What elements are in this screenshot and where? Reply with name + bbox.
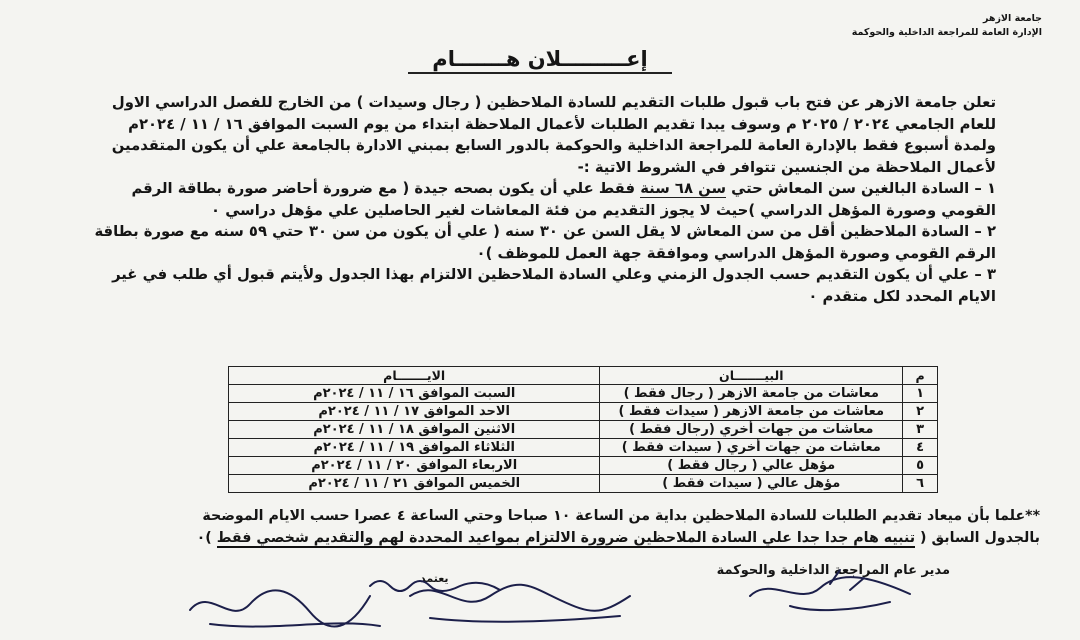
- row-number: ٦: [903, 475, 938, 493]
- manager-title: مدير عام المراجعة الداخلية والحوكمة: [716, 563, 950, 578]
- note-text: بالجدول السابق (: [920, 529, 1040, 546]
- row-description: معاشات من جهات أخري (رجال فقط ): [600, 421, 903, 439]
- row-number: ١: [903, 385, 938, 403]
- note-text: )٠: [196, 529, 212, 546]
- row-day: الاحد الموافق ١٧ / ١١ / ٢٠٢٤م: [229, 403, 600, 421]
- row-description: معاشات من جامعة الازهر ( رجال فقط ): [600, 385, 903, 403]
- row-number: ٤: [903, 439, 938, 457]
- intro-line: تعلن جامعة الازهر عن فتح باب قبول طلبات التقديم للسادة الملاحظين ( رجال وسيدات ) من الخارج للفصل الدراسي الاول: [111, 94, 996, 111]
- title-text: إعـــــــــلان هـــــــام: [408, 47, 671, 74]
- org-name: جامعة الازهر: [982, 13, 1042, 24]
- signature-stroke: [190, 590, 380, 626]
- table-row: [229, 475, 938, 493]
- condition-text: فقط علي أن يكون بصحه جيدة ( مع ضرورة أحاضر صورة بطاقة الرقم: [131, 180, 636, 197]
- age-limit: سن ٦٨ سنة: [640, 180, 727, 197]
- intro-line: للعام الجامعي ٢٠٢٤ / ٢٠٢٥ م وسوف يبدا تقديم الطلبات لأعمال الملاحظة ابتداء من يوم السبت الموافق ١٦ / ١١ / ٢٠٢٤م: [128, 115, 996, 133]
- note-line: **علما بأن ميعاد تقديم الطلبات للسادة الملاحظين بداية من الساعة ١٠ صباحا وحتي الساعة ٤ عصرا حسب الايام الموضحة: [202, 508, 1040, 524]
- table-row: [229, 421, 938, 439]
- condition-2: ٢ – السادة الملاحظين أقل من سن المعاش لا يقل السن عن ٣٠ سنه ( علي أن يكون من سن ٣٠ حتي ٥٩ سنه مع صورة بطاقة: [94, 223, 996, 240]
- condition-2-cont: الرقم القومي وصورة المؤهل الدراسي وموافقة جهة العمل للموظف )٠: [476, 244, 996, 262]
- header-number: م: [903, 367, 938, 385]
- approval-label: يعتمد: [420, 572, 449, 585]
- row-day: الثلاثاء الموافق ١٩ / ١١ / ٢٠٢٤م: [229, 439, 600, 457]
- header-description: البيـــــــان: [600, 367, 903, 385]
- note-line: [40, 528, 1040, 550]
- condition-3-cont: الايام المحدد لكل متقدم ٠: [808, 287, 996, 305]
- signature-stroke: [370, 581, 500, 591]
- condition-1: [36, 178, 996, 200]
- org-department: الإدارة العامة للمراجعة الداخلية والحوكمة: [851, 27, 1042, 38]
- intro-line: ولمدة أسبوع فقط بالإدارة العامة للمراجعة الداخلية والحوكمة بالدور السابع بمبني الادارة بالجامعة علي أن يكون المتقدمين: [111, 137, 996, 154]
- announcement-title: [0, 47, 1080, 71]
- signature-stroke: [750, 577, 910, 610]
- notes-section: [40, 506, 1040, 549]
- row-description: مؤهل عالي ( رجال فقط ): [600, 457, 903, 475]
- row-description: معاشات من جامعة الازهر ( سيدات فقط ): [600, 403, 903, 421]
- condition-text: ١ – السادة البالغين سن المعاش حتي: [731, 180, 996, 197]
- table-row: [229, 385, 938, 403]
- row-number: ٥: [903, 457, 938, 475]
- condition-3: ٣ – علي أن يكون التقديم حسب الجدول الزمني وعلي السادة الملاحظين الالتزام بهذا الجدول ولأيتم قبول أي طلب في غير: [112, 266, 996, 283]
- header-days: الايـــــــام: [229, 367, 600, 385]
- row-number: ٢: [903, 403, 938, 421]
- row-day: الخميس الموافق ٢١ / ١١ / ٢٠٢٤م: [229, 475, 600, 493]
- important-warning: تنبيه هام جدا جدا علي السادة الملاحظين ضرورة الالتزام بمواعيد المحددة لهم والتقديم شخصي فقط: [216, 529, 916, 546]
- table-header-row: [229, 367, 938, 385]
- table-row: [229, 403, 938, 421]
- condition-1-cont: القومي وصورة المؤهل الدراسي )حيث لا يجوز التقديم من فئة المعاشات لغير الحاصلين علي مؤهل دراسي ٠: [211, 201, 996, 219]
- row-day: الاربعاء الموافق ٢٠ / ١١ / ٢٠٢٤م: [229, 457, 600, 475]
- row-day: السبت الموافق ١٦ / ١١ / ٢٠٢٤م: [229, 385, 600, 403]
- table-row: [229, 457, 938, 475]
- handwritten-signatures: [150, 566, 1000, 640]
- announcement-body: [36, 92, 996, 307]
- organization-header: [852, 12, 1042, 40]
- row-day: الاثنين الموافق ١٨ / ١١ / ٢٠٢٤م: [229, 421, 600, 439]
- row-description: معاشات من جهات أخري ( سيدات فقط ): [600, 439, 903, 457]
- row-description: مؤهل عالي ( سيدات فقط ): [600, 475, 903, 493]
- intro-line: لأعمال الملاحظة من الجنسين تتوافر في الشروط الاتية :-: [577, 158, 996, 176]
- table-row: [229, 439, 938, 457]
- row-number: ٣: [903, 421, 938, 439]
- schedule-table: [228, 366, 938, 493]
